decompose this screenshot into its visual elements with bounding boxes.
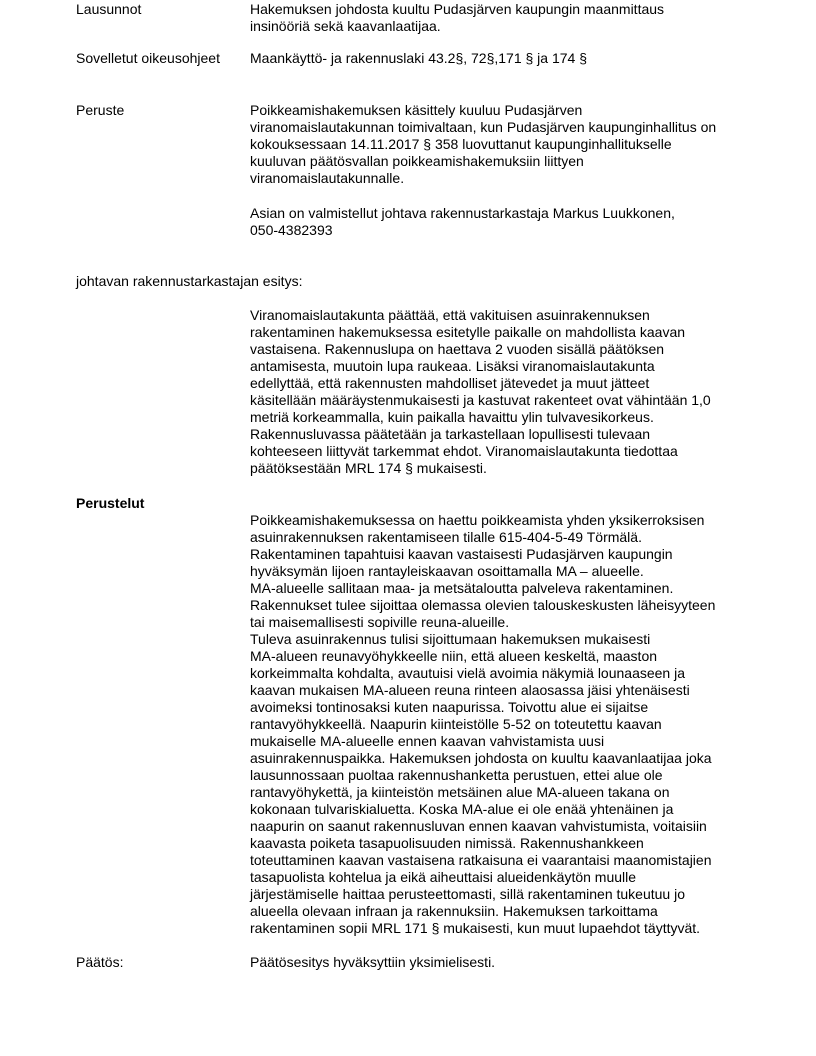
text-line: tasapuolista kohtelua ja eikä aiheuttaisi alueidenkäytön muulle xyxy=(250,869,637,885)
text-line: metriä korkeammalla, kuin paikalla havaittu ylin tulvavesikorkeus. xyxy=(250,409,654,425)
text-line: rantavyöhykkeellä. Naapurin kiinteistölle 5-52 on toteutettu kaavan xyxy=(250,716,662,732)
text-line: asuinrakennuspaikka. Hakemuksen johdosta on kuultu kaavanlaatijaa joka xyxy=(250,750,712,766)
peruste-text xyxy=(250,102,750,187)
peruste-label: Peruste xyxy=(76,102,125,118)
text-line: 050-4382393 xyxy=(250,222,333,238)
text-line: alueella olevaan infraan ja rakennuksiin. Hakemuksen tarkoittama xyxy=(250,903,658,919)
text-line: viranomaislautakunnalle. xyxy=(250,170,405,186)
text-line: naapurin on saanut rakennusluvan ennen kaavan vahvistumista, voitaisiin xyxy=(250,818,707,834)
text-line: lausunnossaan puoltaa rakennushanketta perustuen, ettei alue ole xyxy=(250,767,663,783)
text-line: kokouksessaan 14.11.2017 § 358 luovuttanut kaupunginhallitukselle xyxy=(250,136,672,152)
esitys-text xyxy=(250,307,750,477)
text-line: Viranomaislautakunta päättää, että vakituisen asuinrakennuksen xyxy=(250,307,650,323)
text-line: käsitellään määräystenmukaisesti ja kastuvat rakenteet ovat vähintään 1,0 xyxy=(250,392,711,408)
text-line: mukaiselle MA-alueelle ennen kaavan vahvistamista uusi xyxy=(250,733,605,749)
text-line: kaavan mukaisen MA-alueen reuna rinteen alaosassa jäisi yhtenäisesti xyxy=(250,682,690,698)
text-line: Tuleva asuinrakennus tulisi sijoittumaan hakemuksen mukaisesti xyxy=(250,631,651,647)
text-line: vastaisena. Rakennuslupa on haettava 2 vuoden sisällä päätöksen xyxy=(250,341,665,357)
text-line: avoimeksi tontinosaksi kuten naapurissa. Toivottu alue ei sijaitse xyxy=(250,699,649,715)
text-line: kokonaan tulvariskialuetta. Koska MA-alue ei ole enää yhtenäinen ja xyxy=(250,801,674,817)
text-line: rantavyöhykettä, ja kiinteistön metsäinen alue MA-alueen takana on xyxy=(250,784,670,800)
text-line: järjestämiselle haittaa perusteettomasti, sillä rakentaminen tukeutuu jo xyxy=(250,886,686,902)
perustelut-heading: Perustelut xyxy=(76,495,145,511)
text-line: Poikkeamishakemuksen käsittely kuuluu Pudasjärven xyxy=(250,102,583,118)
text-line: edellyttää, että rakennusten mahdolliset jätevedet ja muut jätteet xyxy=(250,375,650,391)
text-line: Maankäyttö- ja rakennuslaki 43.2§, 72§,171 § ja 174 § xyxy=(250,50,588,66)
text-line: korkeimmalta kohdalta, avautuisi vielä avoimia näkymiä lounaaseen ja xyxy=(250,665,686,681)
text-line: rakentaminen hakemuksessa esitetylle paikalle on mahdollista kaavan xyxy=(250,324,686,340)
text-line: Rakennusluvassa päätetään ja tarkastellaan lopullisesti tulevaan xyxy=(250,426,651,442)
text-line: Rakennukset tulee sijoittaa olemassa olevien talouskeskusten läheisyyteen xyxy=(250,597,716,613)
lausunnot-text xyxy=(250,1,750,35)
text-line: toteuttaminen kaavan vastaisena ratkaisuna ei vaarantaisi maanomistajien xyxy=(250,852,712,868)
text-line: Rakentaminen tapahtuisi kaavan vastaisesti Pudasjärven kaupungin xyxy=(250,546,673,562)
text-line: insinööriä sekä kaavanlaatijaa. xyxy=(250,18,441,34)
lausunnot-label: Lausunnot xyxy=(76,1,142,17)
text-line: kaavasta poiketa tasapuolisuuden nimissä. Rakennushankkeen xyxy=(250,835,644,851)
esitys-heading: johtavan rakennustarkastajan esitys: xyxy=(76,273,303,289)
oikeusohjeet-text xyxy=(250,50,750,67)
text-line: päätöksestään MRL 174 § mukaisesti. xyxy=(250,460,487,476)
oikeusohjeet-label: Sovelletut oikeusohjeet xyxy=(76,50,220,66)
text-line: Päätösesitys hyväksyttiin yksimielisesti. xyxy=(250,954,496,970)
text-line: Hakemuksen johdosta kuultu Pudasjärven kaupungin maanmittaus xyxy=(250,1,665,17)
perustelut-text xyxy=(250,512,750,937)
text-line: hyväksymän lijoen rantayleiskaavan osoittamalla MA – alueelle. xyxy=(250,563,644,579)
text-line: rakentaminen sopii MRL 171 § mukaisesti, kun muut lupaehdot täyttyvät. xyxy=(250,920,701,936)
text-line: antamisesta, muutoin lupa raukeaa. Lisäksi viranomaislautakunta xyxy=(250,358,655,374)
text-line: kohteeseen liittyvät tarkemmat ehdot. Viranomaislautakunta tiedottaa xyxy=(250,443,678,459)
text-line: MA-alueelle sallitaan maa- ja metsätaloutta palveleva rakentaminen. xyxy=(250,580,674,596)
paatos-label: Päätös: xyxy=(76,954,124,970)
peruste-preparer xyxy=(250,205,750,239)
text-line: tai maisemallisesti sopiville reuna-alueille. xyxy=(250,614,510,630)
text-line: kuuluvan päätösvallan poikkeamishakemuksiin liittyen xyxy=(250,153,584,169)
text-line: Asian on valmistellut johtava rakennustarkastaja Markus Luukkonen, xyxy=(250,205,675,221)
text-line: Poikkeamishakemuksessa on haettu poikkeamista yhden yksikerroksisen xyxy=(250,512,705,528)
text-line: MA-alueen reunavyöhykkeelle niin, että alueen keskeltä, maaston xyxy=(250,648,658,664)
paatos-text xyxy=(250,954,750,971)
text-line: asuinrakennuksen rakentamiseen tilalle 615-404-5-49 Törmälä. xyxy=(250,529,642,545)
text-line: viranomaislautakunnan toimivaltaan, kun Pudasjärven kaupunginhallitus on xyxy=(250,119,717,135)
